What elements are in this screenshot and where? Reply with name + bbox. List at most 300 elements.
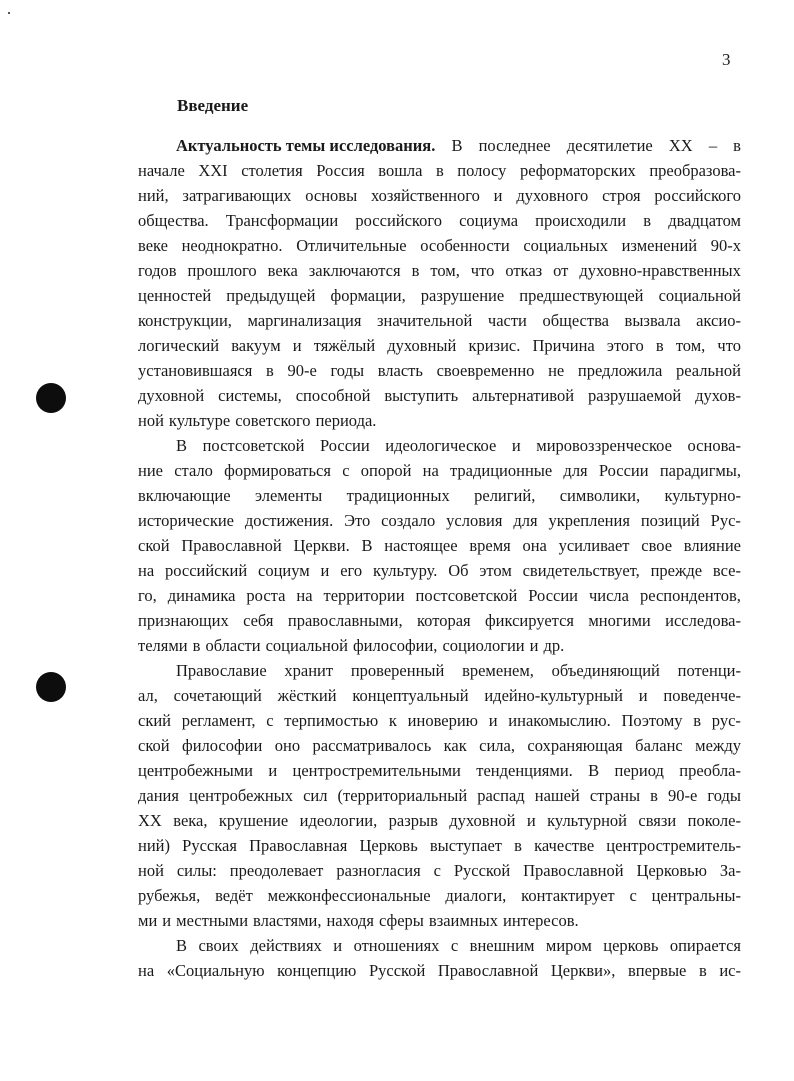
word: период [614,761,664,780]
word: и [333,936,343,955]
word: века, [173,811,208,830]
word: том, [675,336,706,355]
word: укрепления [548,511,630,530]
word: хозяйственного [370,186,480,205]
word: XX [668,136,693,155]
word: и [268,761,278,780]
word: «Социальную [166,961,265,980]
word: и [292,336,302,355]
word: исторические [138,511,235,530]
word: распад [477,786,525,805]
word: и [320,561,330,580]
word: 90-х [710,236,741,255]
word: мировоззренческое [536,436,672,455]
text-line [138,208,741,233]
word: системы, [218,386,282,405]
word: иноверию [407,711,478,730]
text-line [138,833,741,858]
text-line [138,608,741,633]
word: символики, [559,486,641,505]
word: объединяющий [551,661,660,680]
word: социальных [523,236,608,255]
word: общества [542,311,609,330]
word: создало [381,511,436,530]
word: опирается [669,936,741,955]
word: вызвала [624,311,681,330]
word: в [411,261,420,280]
word: основы [305,186,358,205]
word: формироваться [224,461,331,480]
word: реформаторских [519,161,636,180]
word: го, [138,586,157,605]
word: предшествующей [519,286,644,305]
text-line [138,183,741,208]
word: проверенный [350,661,445,680]
word: (территориальный [337,786,468,805]
word: ми [138,911,158,930]
word: респондентов, [639,586,741,605]
word: XXI [198,161,228,180]
word: силы: [176,861,217,880]
word: культурно- [664,486,741,505]
text-line [138,158,741,183]
word: роста [246,586,286,605]
word: двадцатом [668,211,741,230]
word: своевременно [436,361,535,380]
text-line [138,383,741,408]
word: За- [719,861,741,880]
word: Это [344,511,371,530]
word: жёсткий [277,686,337,705]
word: российского [654,186,741,205]
word: центробежными [138,761,253,780]
word: религий, [474,486,536,505]
text-line [138,558,741,583]
word: части [487,311,527,330]
word: столетия [241,161,303,180]
word: для [513,511,538,530]
word: социальной [658,286,741,305]
word: способной [295,386,371,405]
word: в [693,711,702,730]
text-line [138,333,741,358]
word: и [493,186,503,205]
word: находя [326,911,375,930]
word: внешним [469,936,535,955]
word: духовного [516,186,589,205]
word: властями, [253,911,322,930]
word: баланс [635,736,683,755]
word: социум [258,561,310,580]
text-line [138,808,741,833]
word: центральны- [651,886,741,905]
word: неоднократно. [181,236,283,255]
text-line [138,733,741,758]
word: годы [707,786,741,805]
word: годов [138,261,177,280]
word: хранит [284,661,334,680]
text-line [138,858,741,883]
word: логический [138,336,220,355]
word: веке [138,236,168,255]
word: культурной [547,811,627,830]
word: фиксируется [484,611,574,630]
word: выступает [429,836,503,855]
word: терпимостью [284,711,379,730]
word: в [643,211,652,230]
word: православными, [287,611,403,630]
scan-speck [8,12,10,14]
word: потенци- [677,661,741,680]
word: социологии [442,636,525,655]
word: диалоги, [445,886,507,905]
word: 90-е [287,361,317,380]
word: социальной [265,636,348,655]
word: культуру. [372,561,438,580]
word: Церкви», [550,961,616,980]
word: динамика [167,586,236,605]
word: разрыв [388,811,438,830]
word: и [162,911,172,930]
word: Россия [316,161,365,180]
word: ний) [138,836,170,855]
word: века [267,261,298,280]
word: этом [479,561,512,580]
word: на [296,586,313,605]
word: территории [323,586,405,605]
word: Православной [181,536,282,555]
word: нашей [534,786,580,805]
word: ний, [138,186,169,205]
word: опорой [360,461,412,480]
word: России [598,461,649,480]
word: Поэтому [621,711,683,730]
punch-hole-lower [36,672,66,702]
word: исследова- [665,611,741,630]
word: ской [138,536,170,555]
body-text [138,133,741,983]
word: российского [355,211,442,230]
word: в [733,136,741,155]
word: постсоветской [202,436,305,455]
word: Русская [182,836,237,855]
word: рубежья, [138,886,201,905]
word: оно [274,736,301,755]
word: стало [174,461,213,480]
word: в [514,836,522,855]
text-line [138,533,741,558]
word: сила, [479,736,515,755]
word: ной [138,411,164,430]
word: изменений [621,236,698,255]
word: философии [182,736,263,755]
text-line [138,433,741,458]
word: центростремительными [292,761,461,780]
word: ис- [719,961,741,980]
word: духовной [449,811,516,830]
word: начале [138,161,185,180]
word: ной [138,861,164,880]
word: взаимных [428,911,498,930]
word: преобразова- [649,161,741,180]
word: вакуум [231,336,281,355]
word: России [528,586,579,605]
word: и [511,436,521,455]
word: местными [176,911,249,930]
word: позиций [640,511,700,530]
word: на [422,461,439,480]
word: прежде [650,561,703,580]
word: многими [588,611,651,630]
word: периода. [315,411,377,430]
text-line [138,133,741,158]
word: с [450,936,459,955]
word: достижения. [244,511,334,530]
word: особенности [420,236,510,255]
word: миром [545,936,592,955]
word: Отличительные [296,236,407,255]
section-heading: Введение [177,96,249,115]
word: разрушаемой [587,386,682,405]
word: все- [712,561,741,580]
word: которая [416,611,471,630]
word: временем, [462,661,534,680]
word: XX [138,811,162,830]
word: Православная [249,836,348,855]
word: предложила [577,361,663,380]
word: строя [602,186,641,205]
word: ал, [138,686,158,705]
word: постсоветской [415,586,518,605]
word: что [470,261,495,280]
word: на [138,961,155,980]
word: идеологическое [385,436,497,455]
text-line [138,933,741,958]
word: области [205,636,261,655]
word: тенденциями. [476,761,573,780]
word: и [638,686,648,705]
word: действиях [250,936,322,955]
word: основа- [687,436,741,455]
word: признающих [138,611,229,630]
page-number: 3 [722,50,731,69]
word: ние [138,461,163,480]
word: кризис. [468,336,521,355]
word: прошлого [187,261,257,280]
word: отношениях [353,936,440,955]
word: преобла- [679,761,741,780]
text-line [138,233,741,258]
word: Церковью [636,861,707,880]
text-line [138,683,741,708]
word: и [529,636,539,655]
text-line [138,708,741,733]
text-line [138,583,741,608]
word: В [588,761,600,780]
word: сочетающий [173,686,262,705]
word: условия [446,511,503,530]
word: традиционных [346,486,450,505]
word: годы [330,361,365,380]
text-line [138,958,741,983]
word: Православие [176,661,267,680]
word: с [433,861,441,880]
word: сохраняющая [527,736,623,755]
word: формации, [330,286,406,305]
word: в [655,336,664,355]
word: традиционные [450,461,553,480]
punch-hole-upper [36,383,66,413]
word: с [629,886,637,905]
word: телями [138,636,188,655]
text-line [138,508,741,533]
word: впервые [627,961,687,980]
text-line [138,783,741,808]
word: выступить [384,386,459,405]
word: церковь [603,936,659,955]
text-line [138,258,741,283]
word: ценностей [138,286,212,305]
word: рассматривалось [312,736,432,755]
word: В [176,936,188,955]
word: вошла [378,161,423,180]
word: концепцию [277,961,357,980]
word: настоящее [384,536,458,555]
word: свое [641,536,673,555]
word: реальной [675,361,741,380]
text-line [138,883,741,908]
word: Православной [437,961,539,980]
word: Церковь [359,836,418,855]
word: центростремитель- [606,836,741,855]
word: дания [138,786,179,805]
word: концептуальный [352,686,469,705]
word: духов- [695,386,741,405]
word: – [708,136,718,155]
word: влияние [683,536,741,555]
word: маргинализация [247,311,362,330]
word: включающие [138,486,231,505]
word: преодолевает [229,861,324,880]
word: разрушение [420,286,505,305]
word: в [435,161,444,180]
word: себя [243,611,274,630]
word: для [563,461,588,480]
word: его [340,561,363,580]
word: рус- [711,711,741,730]
word: контактирует [521,886,615,905]
word: Причина [532,336,595,355]
word: свидетельствует, [522,561,640,580]
text-line [138,483,741,508]
word: Русской [368,961,426,980]
word: она [522,536,547,555]
word: ский [138,711,171,730]
word: инакомыслию. [508,711,611,730]
word: советского [235,411,311,430]
text-line [138,408,741,433]
word: философии, [352,636,438,655]
word: России [319,436,370,455]
word: ведёт [215,886,253,905]
word: заключаются [308,261,401,280]
word: В [361,536,373,555]
word: в [650,786,658,805]
word: затрагивающих [182,186,292,205]
word: Рус- [710,511,741,530]
word: поведенче- [663,686,741,705]
text-line [138,283,741,308]
word: в [266,361,274,380]
word: установившаяся [138,361,253,380]
word: культуре [168,411,231,430]
word: в [698,961,707,980]
word: на [138,561,155,580]
word: и [488,711,498,730]
word: с [342,461,350,480]
word: 90-е [667,786,698,805]
word: межконфессиональные [267,886,431,905]
word: российский [164,561,248,580]
word: В [451,136,463,155]
word: значительной [377,311,473,330]
lead-bold-phrase: Актуальность темы исследования. [176,136,436,155]
word: с [266,711,274,730]
word: элементы [254,486,323,505]
word: этого [606,336,644,355]
word: что [717,336,741,355]
word: десятилетие [566,136,653,155]
word: парадигмы, [659,461,741,480]
word: и [526,811,536,830]
word: в [192,636,201,655]
text-line [138,658,741,683]
text-line [138,758,741,783]
word: числа [588,586,629,605]
word: ской [138,736,170,755]
text-line [138,308,741,333]
word: полосу [457,161,507,180]
word: др. [543,636,565,655]
word: власть [377,361,423,380]
text-line [138,908,741,933]
word: социума [459,211,519,230]
word: предыдущей [226,286,316,305]
word: сил [303,786,328,805]
word: поколе- [687,811,741,830]
word: Об [448,561,469,580]
word: страны [589,786,641,805]
word: тяжёлый [313,336,376,355]
word: к [388,711,397,730]
word: духовной [138,386,205,405]
word: время [469,536,511,555]
word: сферы [379,911,424,930]
word: интересов. [502,911,579,930]
word: своих [198,936,239,955]
word: происходили [535,211,627,230]
word: аксио- [696,311,741,330]
word: последнее [478,136,551,155]
word: крушение [218,811,289,830]
word: между [695,736,741,755]
word: Русской [453,861,511,880]
word: отказ [505,261,543,280]
word: Церкви. [293,536,350,555]
word: идеологии, [299,811,378,830]
word: общества. [138,211,209,230]
word: Трансформации [225,211,339,230]
